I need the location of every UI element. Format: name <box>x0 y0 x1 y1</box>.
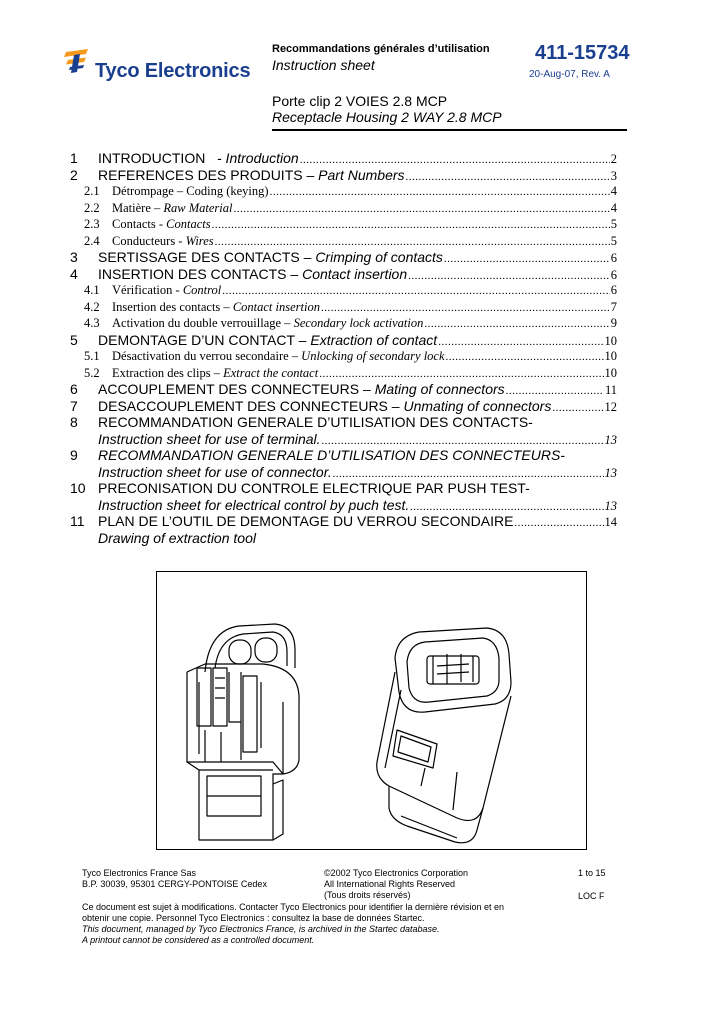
doc-title-fr: Recommandations générales d’utilisation <box>272 43 490 55</box>
toc-title-fr: RECOMMANDATION GENERALE D’UTILISATION DES CONTACTS- <box>98 414 533 430</box>
toc-entry-4[interactable] <box>70 266 617 283</box>
footer-copyright-line-1: ©2002 Tyco Electronics Corporation <box>324 868 469 878</box>
toc-number: 2.2 <box>84 200 100 215</box>
header-divider <box>272 129 627 131</box>
footer-page-count: 1 to 15 <box>578 868 606 878</box>
toc-entry-9[interactable] <box>70 447 617 480</box>
toc-page: 13 <box>604 498 617 513</box>
toc-number: 3 <box>70 249 78 265</box>
toc-page: 13 <box>604 465 617 480</box>
toc-title-fr: Extraction des clips – <box>112 365 220 380</box>
toc-number: 2.3 <box>84 217 100 231</box>
connector-illustration <box>156 571 587 850</box>
toc-number: 5.2 <box>84 365 100 380</box>
toc-number: 4.2 <box>84 299 100 314</box>
toc-title-en: Crimping of contacts <box>315 249 443 265</box>
toc-entry-4-2[interactable] <box>70 299 617 316</box>
footer-loc: LOC F <box>578 891 605 901</box>
footer-note-line-4: A printout cannot be considered as a controlled document. <box>82 935 315 945</box>
toc-title-fr: DESACCOUPLEMENT DES CONNECTEURS – <box>98 397 400 414</box>
toc-title-en: Contacts <box>166 217 211 231</box>
toc-page: 2 <box>610 152 617 166</box>
toc-page: 5 <box>610 217 617 231</box>
toc-page: 11 <box>604 383 617 397</box>
toc-number: 6 <box>70 381 78 397</box>
toc-title-en: Instruction sheet for electrical control by puch test. <box>98 496 410 513</box>
toc-leader <box>215 234 610 251</box>
toc-entry-2-1[interactable] <box>70 183 617 200</box>
footer-company-line-1: Tyco Electronics France Sas <box>82 868 197 878</box>
toc-title-fr: RECOMMANDATION GENERALE D’UTILISATION DES CONNECTEURS- <box>98 447 565 463</box>
toc-number: 2 <box>70 166 78 183</box>
footer-note-line-1: Ce document est sujet à modifications. Contacter Tyco Electronics pour identifier la dernière révision et en <box>82 902 505 912</box>
toc-title-fr: Vérification - <box>112 283 180 297</box>
toc-page: 4 <box>610 200 617 215</box>
toc-entry-5[interactable] <box>70 332 617 349</box>
toc-page: 6 <box>610 267 617 282</box>
footer-note-line-2: obtenir une copie. Personnel Tyco Electronics : consultez la base de données Startec. <box>82 913 425 923</box>
toc-number: 7 <box>70 397 78 414</box>
toc-page: 9 <box>610 316 617 330</box>
toc-number: 8 <box>70 414 78 430</box>
footer-copyright-line-3: (Tous droits réservés) <box>324 890 411 900</box>
toc-number: 5 <box>70 331 78 348</box>
tyco-logo-icon <box>64 48 94 74</box>
toc-title-fr: SERTISSAGE DES CONTACTS – <box>98 249 312 265</box>
toc-page: 5 <box>610 233 617 248</box>
toc-title-en: Unlocking of secondary lock <box>301 349 445 363</box>
toc-number: 4 <box>70 265 78 282</box>
toc-number: 11 <box>70 513 85 529</box>
toc-title-fr: ACCOUPLEMENT DES CONNECTEURS – <box>98 381 371 397</box>
toc-page: 13 <box>604 432 617 447</box>
toc-title-en: Instruction sheet for use of terminal. <box>98 430 321 447</box>
toc-title-en: - Introduction <box>217 150 299 166</box>
toc-page: 10 <box>604 349 617 363</box>
doc-date-revision: 20-Aug-07, Rev. A <box>529 69 610 80</box>
toc-page: 10 <box>604 365 617 380</box>
toc-title-fr: Activation du double verrouillage – <box>112 316 291 330</box>
toc-leader <box>212 217 610 234</box>
toc-title-fr: Désactivation du verrou secondaire – <box>112 349 299 363</box>
footer-company-line-2: B.P. 30039, 95301 CERGY-PONTOISE Cedex <box>82 879 267 889</box>
toc-title-fr: Conducteurs - <box>112 233 183 248</box>
toc-title-fr: PLAN DE L’OUTIL DE DEMONTAGE DU VERROU SECONDAIRE <box>98 513 514 529</box>
toc-title-en: Extraction of contact <box>310 331 438 348</box>
toc-number: 1 <box>70 150 78 166</box>
toc-leader <box>424 316 609 333</box>
toc-title-en: Secondary lock activation <box>293 316 424 330</box>
toc-title-en: Control <box>182 283 222 297</box>
product-name-en: Receptacle Housing 2 WAY 2.8 MCP <box>272 109 502 125</box>
left-connector-housing <box>187 624 299 840</box>
toc-leader <box>270 184 610 201</box>
doc-number: 411-15734 <box>535 42 630 64</box>
toc-entry-1[interactable] <box>70 150 617 167</box>
table-of-contents <box>70 150 617 546</box>
toc-page: 4 <box>610 184 617 198</box>
toc-title-en: Drawing of extraction tool <box>98 529 256 546</box>
toc-entry-2-2[interactable] <box>70 200 617 217</box>
toc-title-en: Contact insertion <box>232 299 320 314</box>
footer-note-line-3: This document, managed by Tyco Electronics France, is archived in the Startec database. <box>82 924 440 934</box>
toc-entry-7[interactable] <box>70 398 617 415</box>
toc-title-fr: Contacts - <box>112 217 164 231</box>
toc-entry-4-3[interactable] <box>70 315 617 332</box>
right-connector-housing <box>377 628 511 843</box>
toc-title-fr: Matière – <box>112 200 161 215</box>
toc-number: 9 <box>70 447 78 463</box>
toc-leader <box>446 349 604 366</box>
connector-drawing <box>157 572 586 849</box>
toc-title-en: Contact insertion <box>302 265 408 282</box>
toc-entry-4-1[interactable] <box>70 282 617 299</box>
toc-entry-2[interactable] <box>70 167 617 184</box>
product-name-fr: Porte clip 2 VOIES 2.8 MCP <box>272 93 448 109</box>
toc-page: 3 <box>610 168 617 183</box>
toc-title-en: Mating of connectors <box>374 381 505 397</box>
toc-leader <box>233 201 609 218</box>
toc-number: 4.3 <box>84 316 100 330</box>
toc-number: 2.1 <box>84 184 100 198</box>
toc-title-fr: Détrompage – Coding (keying) <box>112 184 269 198</box>
toc-number: 5.1 <box>84 349 100 363</box>
toc-leader <box>514 515 603 532</box>
toc-title-en: Wires <box>185 233 214 248</box>
toc-title-fr: REFERENCES DES PRODUITS – <box>98 166 315 183</box>
toc-entry-11[interactable] <box>70 513 617 546</box>
toc-entry-2-4[interactable] <box>70 233 617 250</box>
doc-title-en: Instruction sheet <box>272 57 375 73</box>
toc-entry-5-1[interactable] <box>70 348 617 365</box>
toc-number: 10 <box>70 480 86 496</box>
toc-page: 10 <box>604 333 617 348</box>
footer-copyright-line-2: All International Rights Reserved <box>324 879 456 889</box>
toc-title-en: Unmating of connectors <box>403 397 552 414</box>
toc-page: 6 <box>610 251 617 265</box>
toc-entry-10[interactable] <box>70 480 617 513</box>
toc-entry-8[interactable] <box>70 414 617 447</box>
toc-title-en: Instruction sheet for use of connector. <box>98 463 332 480</box>
toc-number: 2.4 <box>84 233 100 248</box>
toc-title-fr: INSERTION DES CONTACTS – <box>98 265 299 282</box>
toc-entry-5-2[interactable] <box>70 365 617 382</box>
toc-page: 14 <box>604 515 617 529</box>
toc-entry-2-3[interactable] <box>70 216 617 233</box>
toc-title-en: Raw Material <box>163 200 233 215</box>
toc-title-fr: INTRODUCTION <box>98 150 206 166</box>
toc-title-en: Part Numbers <box>318 166 405 183</box>
toc-title-fr: DEMONTAGE D’UN CONTACT – <box>98 331 307 348</box>
toc-entry-3[interactable] <box>70 249 617 266</box>
toc-title-fr: Insertion des contacts – <box>112 299 230 314</box>
toc-page: 12 <box>604 399 617 414</box>
toc-number: 4.1 <box>84 283 100 297</box>
toc-page: 6 <box>610 283 617 297</box>
toc-page: 7 <box>610 299 617 314</box>
toc-entry-6[interactable] <box>70 381 617 398</box>
brand-name: Tyco Electronics <box>95 60 251 82</box>
toc-leader <box>319 366 603 383</box>
toc-title-en: Extract the contact <box>223 365 319 380</box>
toc-leader <box>222 283 610 300</box>
toc-leader <box>321 300 610 317</box>
toc-title-fr: PRECONISATION DU CONTROLE ELECTRIQUE PAR PUSH TEST- <box>98 480 530 496</box>
